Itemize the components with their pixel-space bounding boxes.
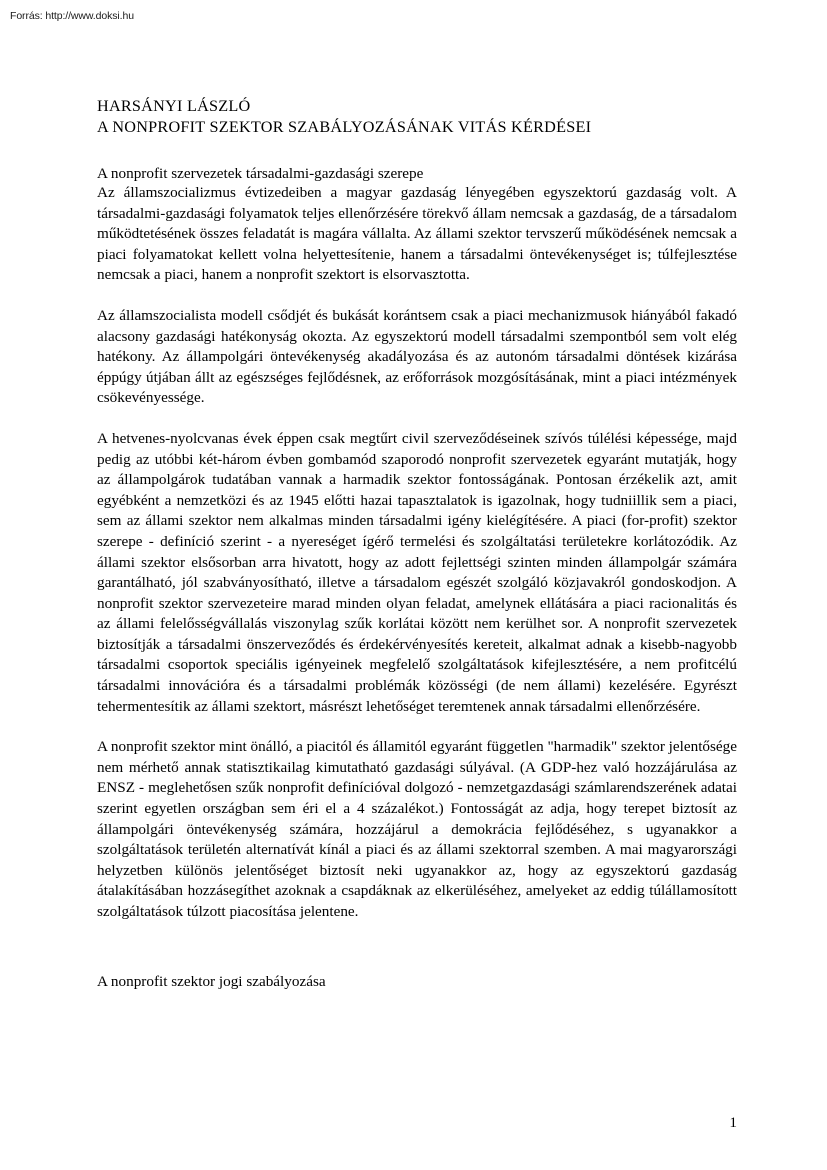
author-name: HARSÁNYI LÁSZLÓ (97, 97, 251, 115)
closing-heading: A nonprofit szektor jogi szabályozása (97, 972, 326, 990)
paragraph: Az államszocializmus évtizedeiben a magyar gazdaság lényegében egyszektorú gazdaság volt. A társadalmi-gazdasági folyamatok teljes ellenőrzésére törekvő állam nemcsak a gazdaság, de a társadalom működtetésének összes feladatát is magára vállalta. Az állami szektor tervszerű működésének nemcsak a piaci folyamatokat kellett volna helyettesítenie, hanem a társadalmi öntevékenységet is; túlfejlesztése nemcsak a piaci, hanem a nonprofit szektort is elsorvasztotta. (97, 184, 737, 284)
paragraph: Az államszocialista modell csődjét és bukását korántsem csak a piaci mechanizmusok hiányából fakadó alacsony gazdasági hatékonyság okozta. Az egyszektorú modell társadalmi szempontból sem volt elég hatékony. Az állampolgári öntevékenység akadályozása és az autonóm társadalmi döntések kizárása éppúgy útjában állt az egészséges fejlődésnek, az erőforrások mozgósításának, mint a piaci intézmények csökevényessége. (97, 306, 737, 407)
paragraph: A nonprofit szektor mint önálló, a piacitól és államitól egyaránt független "harmadik" szektor jelentősége nem mérhető annak statisztikailag kimutatható gazdasági súlyával. (A GDP-hez való hozzájárulása az ENSZ - meglehetősen szűk nonprofit definícióval dolgozó - nemzetgazdasági számlarendszerének adatai szerint egyetlen országban sem éri el a 4 százalékot.) Fontosságát az adja, hogy terepet biztosít az állampolgári öntevékenység számára, hozzájárul a demokrácia fejlődéséhez, s ugyanakkor a szolgáltatások területén alternatívát kínál a piaci és az állami szektorral szemben. A mai magyarországi helyzetben különös jelentőséget biztosít neki ugyanakkor az, hogy az egyszektorú gazdaság átalakításában hozzásegíthet azoknak a csapdáknak az elkerüléséhez, amelyeket az eddig túlállamosított szolgáltatások túlzott piacosítása jelentene. (97, 738, 737, 920)
source-url-header: Forrás: http://www.doksi.hu (10, 10, 134, 22)
document-body (97, 96, 737, 991)
page-number: 1 (729, 1114, 737, 1131)
document-title: A NONPROFIT SZEKTOR SZABÁLYOZÁSÁNAK VITÁS KÉRDÉSEI (97, 117, 592, 136)
section-heading: A nonprofit szervezetek társadalmi-gazdasági szerepe (97, 165, 424, 182)
title-block (97, 96, 737, 137)
paragraph: A hetvenes-nyolcvanas évek éppen csak megtűrt civil szerveződéseinek szívós túlélési képessége, majd pedig az utóbbi két-három évben gombamód szaporodó nonprofit szervezetek egyaránt mutatják, hogy az állampolgárok tudatában vannak a harmadik szektor fontosságának. Pontosan érzékelik azt, amit egyébként a nemzetközi és az 1945 előtti hazai tapasztalatok is igazolnak, hogy tudniillik sem a piaci, sem az állami szektor nem alkalmas minden társadalmi igény kielégítésére. A piaci (for-profit) szektor szerepe - definíció szerint - a nyereséget ígérő termelési és szolgáltatási területekre korlátozódik. Az állami szektor elsősorban arra hivatott, hogy az adott fejlettségi szinten minden állampolgár számára garantálható, jól szabványosítható, illetve a társadalom egészét szolgáló közjavakról gondoskodjon. A nonprofit szektor szervezeteire marad minden olyan feladat, amelynek ellátására a piaci racionalitás és az állami felelősségvállalás viszonylag szűk korlátai között nem kerülhet sor. A nonprofit szervezetek biztosítják a társadalmi önszerveződés és érdekérvényesítés kereteit, alkalmat adnak a kisebb-nagyobb társadalmi csoportok speciális igényeinek megfelelő szolgáltatások kifejlesztésére, a nem profitcélú társadalmi innovációra és a társadalmi problémák közösségi (de nem állami) kezelésére. Egyrészt tehermentesítik az állami szektort, másrészt lehetőséget teremtenek annak társadalmi ellenőrzésére. (97, 429, 737, 715)
